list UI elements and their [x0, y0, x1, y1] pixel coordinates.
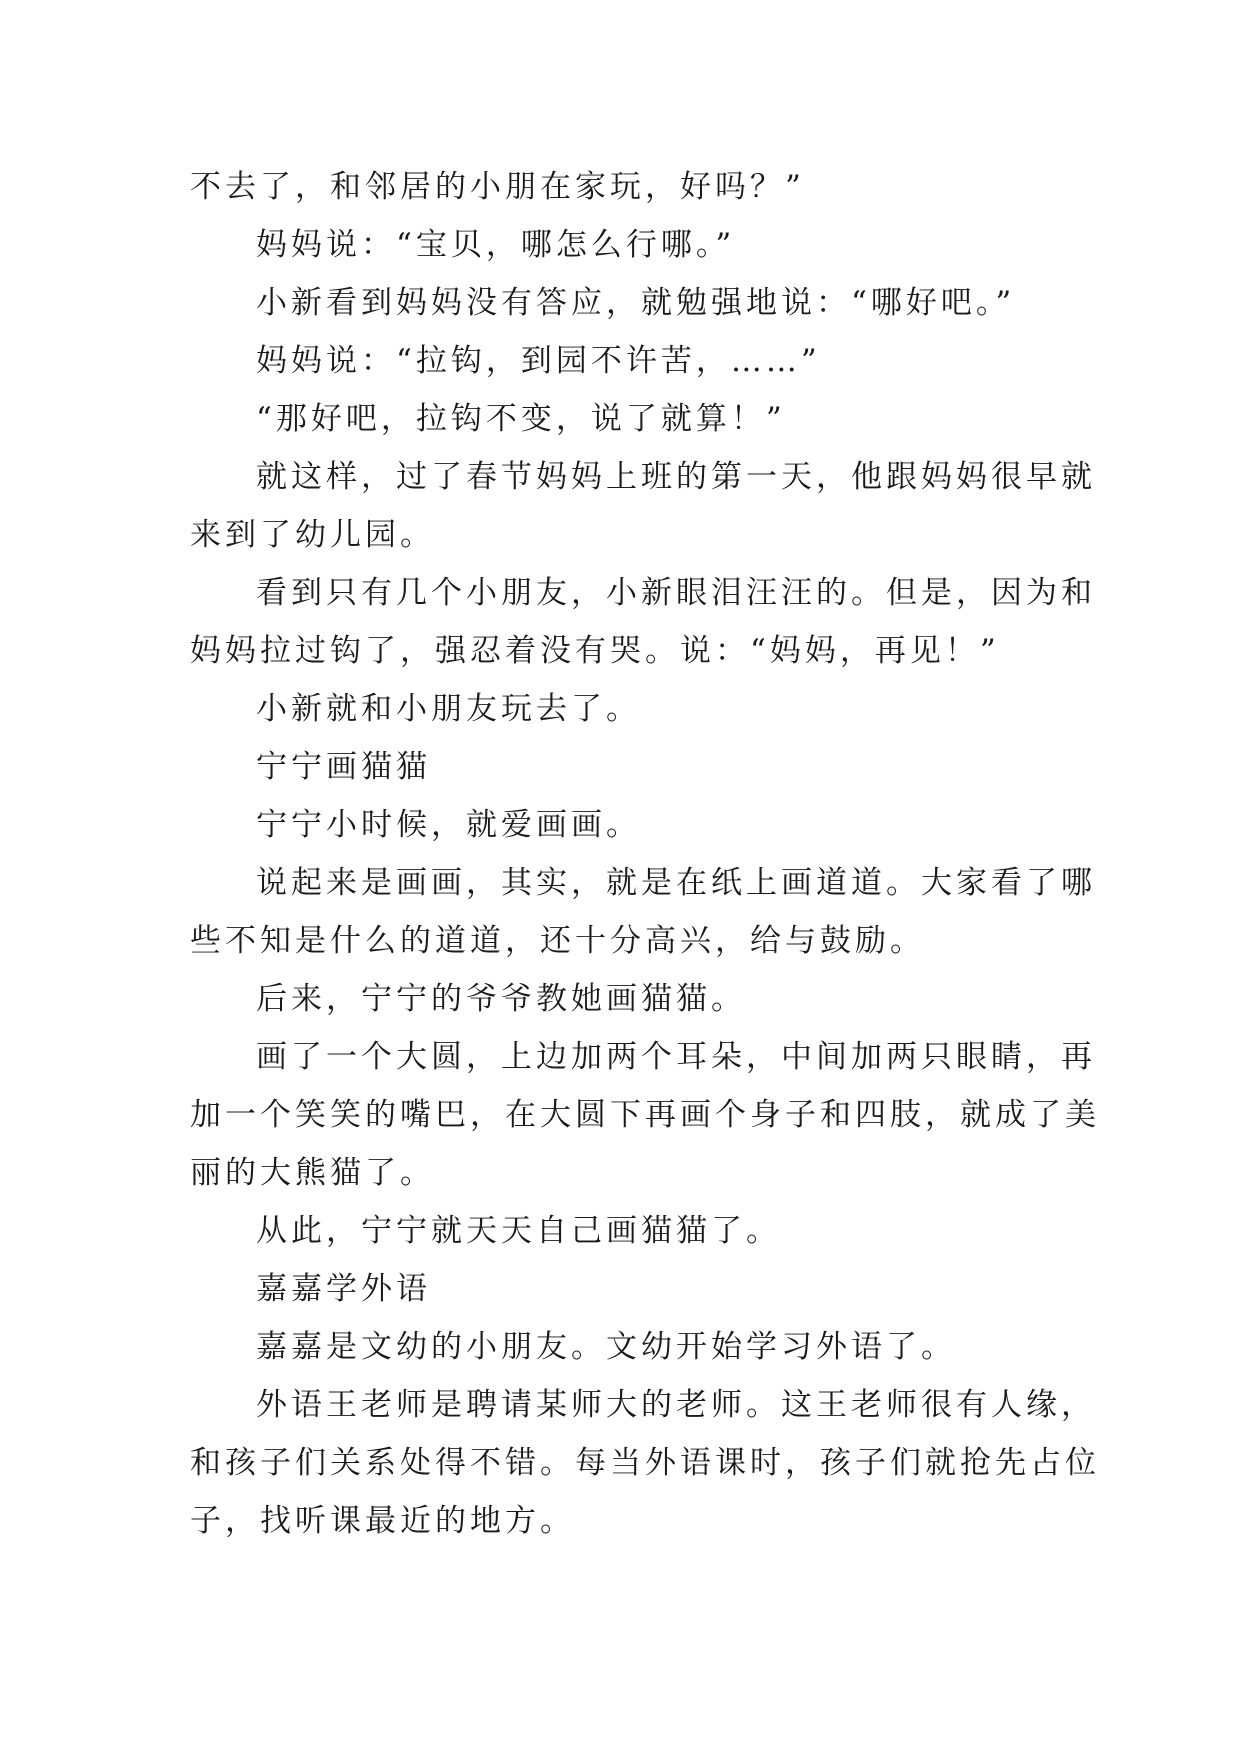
text-line: “那好吧，拉钩不变，说了就算！” — [256, 401, 786, 437]
text-line: 宁宁小时候，就爱画画。 — [256, 807, 641, 843]
text-line: 丽的大熊猫了。 — [190, 1155, 435, 1191]
text-line: 外语王老师是聘请某师大的老师。这王老师很有人缘， — [256, 1387, 1096, 1423]
text-line: 和孩子们关系处得不错。每当外语课时，孩子们就抢先占位 — [190, 1445, 1100, 1481]
text-line: 些不知是什么的道道，还十分高兴，给与鼓励。 — [190, 923, 925, 959]
text-line: 不去了，和邻居的小朋在家玩，好吗？” — [190, 169, 805, 205]
section-heading: 宁宁画猫猫 — [256, 749, 431, 785]
text-line: 就这样，过了春节妈妈上班的第一天，他跟妈妈很早就 — [256, 459, 1096, 495]
text-line: 子，找听课最近的地方。 — [190, 1503, 575, 1539]
text-line: 妈妈拉过钩了，强忍着没有哭。说：“妈妈，再见！” — [190, 633, 1000, 669]
text-line: 嘉嘉是文幼的小朋友。文幼开始学习外语了。 — [256, 1329, 956, 1365]
text-line: 从此，宁宁就天天自己画猫猫了。 — [256, 1213, 781, 1249]
text-line: 加一个笑笑的嘴巴，在大圆下再画个身子和四肢，就成了美 — [190, 1097, 1100, 1133]
text-line: 小新就和小朋友玩去了。 — [256, 691, 641, 727]
text-line: 妈妈说：“拉钩，到园不许苦，……” — [256, 343, 821, 379]
text-line: 后来，宁宁的爷爷教她画猫猫。 — [256, 981, 746, 1017]
text-line: 来到了幼儿园。 — [190, 517, 435, 553]
section-heading: 嘉嘉学外语 — [256, 1271, 431, 1307]
document-body — [190, 158, 1100, 1550]
text-line: 小新看到妈妈没有答应，就勉强地说：“哪好吧。” — [256, 285, 1016, 321]
text-line: 看到只有几个小朋友，小新眼泪汪汪的。但是，因为和 — [256, 575, 1096, 611]
text-line: 妈妈说：“宝贝，哪怎么行哪。” — [256, 227, 736, 263]
text-line: 画了一个大圆，上边加两个耳朵，中间加两只眼睛，再 — [256, 1039, 1096, 1075]
text-line: 说起来是画画，其实，就是在纸上画道道。大家看了哪 — [256, 865, 1096, 901]
